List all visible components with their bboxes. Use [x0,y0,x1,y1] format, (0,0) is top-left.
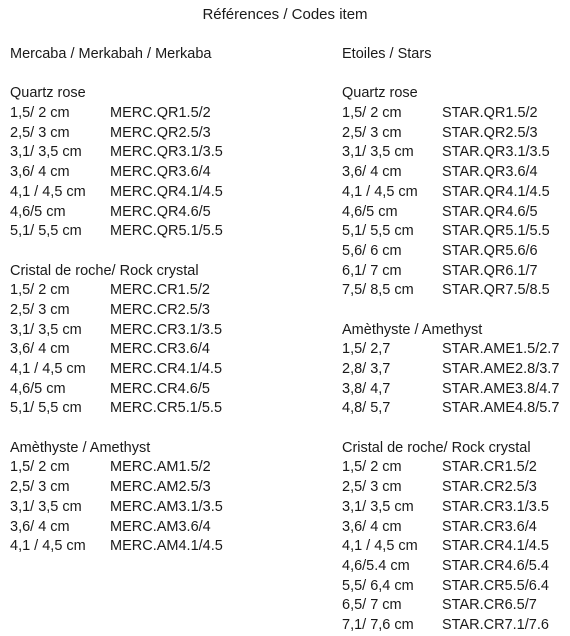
size-range: 4,1 / 4,5 cm [10,361,86,377]
product-section [10,84,330,242]
reference-row [342,537,568,557]
item-code: STAR.QR4.1/4.5 [442,183,550,200]
size-range: 4,8/ 5,7 [342,400,391,417]
reference-row [10,203,330,223]
size-range: 7,5/ 8,5 cm [342,282,414,299]
column-heading: Etoiles / Stars [342,46,432,62]
size-range: 3,1/ 3,5 cm [10,321,82,338]
item-code: STAR.QR6.1/7 [442,262,538,279]
size-range: 4,6/5 cm [10,380,66,397]
reference-row [10,518,330,538]
item-code: MERC.QR5.1/5.5 [110,223,223,240]
reference-row [10,380,330,400]
reference-row [10,399,330,419]
section-title: Amèthyste / Amethyst [342,321,483,338]
item-code: MERC.CR3.1/3.5 [110,321,223,338]
product-section [342,321,568,419]
size-range: 3,6/ 4 cm [342,164,402,181]
size-range: 2,5/ 3 cm [342,479,402,496]
reference-row [10,458,330,478]
size-range: 2,8/ 3,7 [342,361,391,377]
item-code: STAR.CR6.5/7 [442,597,537,614]
reference-row [342,143,568,163]
size-range: 5,1/ 5,5 cm [10,223,82,240]
item-code: STAR.QR4.6/5 [442,203,538,220]
reference-row [342,458,568,478]
size-range: 1,5/ 2 cm [10,105,70,122]
size-range: 3,8/ 4,7 [342,380,391,397]
item-code: MERC.QR2.5/3 [110,124,211,141]
item-code: MERC.AM4.1/4.5 [110,538,223,555]
reference-row [342,399,568,419]
size-range: 3,1/ 3,5 cm [342,144,414,161]
item-code: MERC.CR4.6/5 [110,380,210,397]
size-range: 5,6/ 6 cm [342,242,402,259]
section-title: Quartz rose [10,85,86,102]
item-code: MERC.AM2.5/3 [110,479,211,496]
item-code: MERC.CR1.5/2 [110,282,210,299]
item-code: MERC.CR2.5/3 [110,301,210,318]
size-range: 3,1/ 3,5 cm [10,144,82,161]
item-code: MERC.CR5.1/5.5 [110,400,223,417]
size-range: 2,5/ 3 cm [10,124,70,141]
size-range: 4,1 / 4,5 cm [10,538,86,555]
reference-row [342,124,568,144]
reference-row [342,163,568,183]
reference-row [10,537,330,557]
size-range: 1,5/ 2 cm [342,459,402,476]
reference-row [10,478,330,498]
size-range: 3,6/ 4 cm [10,164,70,181]
item-code: MERC.AM3.6/4 [110,518,211,535]
reference-row [342,518,568,538]
reference-row [342,281,568,301]
size-range: 3,1/ 3,5 cm [342,498,414,515]
size-range: 2,5/ 3 cm [10,479,70,496]
size-range: 1,5/ 2,7 [342,341,391,358]
reference-row [10,104,330,124]
reference-row [342,380,568,400]
size-range: 7,1/ 7,6 cm [342,616,414,633]
item-code: STAR.CR4.6/5.4 [442,557,549,574]
size-range: 3,6/ 4 cm [10,341,70,358]
item-code: STAR.CR4.1/4.5 [442,538,549,555]
product-section [10,262,330,420]
reference-row [342,222,568,242]
size-range: 5,1/ 5,5 cm [10,400,82,417]
product-section [10,439,330,557]
size-range: 4,6/5.4 cm [342,557,410,574]
reference-row [342,616,568,636]
reference-row [10,183,330,203]
section-title: Amèthyste / Amethyst [10,439,151,456]
reference-row [10,321,330,341]
item-code: STAR.QR3.1/3.5 [442,144,550,161]
item-code: STAR.QR7.5/8.5 [442,282,550,299]
item-code: MERC.QR4.6/5 [110,203,211,220]
item-code: STAR.QR5.6/6 [442,242,538,259]
reference-row [10,222,330,242]
size-range: 1,5/ 2 cm [10,282,70,299]
size-range: 4,1 / 4,5 cm [10,183,86,200]
size-range: 3,6/ 4 cm [10,518,70,535]
size-range: 3,6/ 4 cm [342,518,402,535]
reference-row [10,143,330,163]
item-code: STAR.CR1.5/2 [442,459,537,476]
size-range: 6,1/ 7 cm [342,262,402,279]
item-code: STAR.AME3.8/4.7 [442,380,560,397]
item-code: MERC.AM3.1/3.5 [110,498,223,515]
item-code: MERC.QR1.5/2 [110,105,211,122]
size-range: 2,5/ 3 cm [10,301,70,318]
size-range: 5,1/ 5,5 cm [342,223,414,240]
size-range: 4,1 / 4,5 cm [342,183,418,200]
size-range: 3,1/ 3,5 cm [10,498,82,515]
size-range: 6,5/ 7 cm [342,597,402,614]
reference-row [10,124,330,144]
reference-row [342,478,568,498]
item-code: STAR.AME1.5/2.7 [442,341,560,358]
item-code: MERC.QR3.1/3.5 [110,144,223,161]
reference-row [342,183,568,203]
item-code: STAR.AME2.8/3.7 [442,361,560,377]
item-code: STAR.QR1.5/2 [442,105,538,122]
reference-row [342,262,568,282]
item-code: STAR.QR2.5/3 [442,124,538,141]
product-section [342,439,568,636]
size-range: 4,6/5 cm [342,203,398,220]
product-section [342,84,568,301]
page-title: Références / Codes item [202,6,368,23]
item-code: STAR.CR3.1/3.5 [442,498,549,515]
item-code: STAR.QR5.1/5.5 [442,223,550,240]
section-title: Cristal de roche/ Rock crystal [342,439,531,456]
size-range: 1,5/ 2 cm [342,105,402,122]
reference-row [342,340,568,360]
reference-row [10,498,330,518]
size-range: 5,5/ 6,4 cm [342,577,414,594]
reference-row [10,301,330,321]
column-stars [342,45,568,636]
item-code: MERC.QR4.1/4.5 [110,183,223,200]
item-code: MERC.CR4.1/4.5 [110,361,223,377]
item-code: STAR.CR3.6/4 [442,518,537,535]
size-range: 1,5/ 2 cm [10,459,70,476]
reference-row [10,360,330,380]
column-merkaba [10,45,330,557]
section-title: Quartz rose [342,85,418,102]
size-range: 4,1 / 4,5 cm [342,538,418,555]
item-code: MERC.AM1.5/2 [110,459,211,476]
item-code: STAR.AME4.8/5.7 [442,400,560,417]
item-code: STAR.QR3.6/4 [442,164,538,181]
reference-row [342,104,568,124]
reference-row [342,557,568,577]
reference-row [342,596,568,616]
reference-row [342,577,568,597]
reference-row [342,498,568,518]
item-code: MERC.CR3.6/4 [110,341,210,358]
reference-row [10,163,330,183]
column-heading: Mercaba / Merkabah / Merkaba [10,46,212,62]
item-code: STAR.CR5.5/6.4 [442,577,549,594]
reference-row [10,340,330,360]
reference-row [342,203,568,223]
section-title: Cristal de roche/ Rock crystal [10,262,199,279]
item-code: STAR.CR7.1/7.6 [442,616,549,633]
item-code: STAR.CR2.5/3 [442,479,537,496]
reference-row [10,281,330,301]
reference-row [342,360,568,380]
size-range: 2,5/ 3 cm [342,124,402,141]
reference-row [342,242,568,262]
size-range: 4,6/5 cm [10,203,66,220]
item-code: MERC.QR3.6/4 [110,164,211,181]
